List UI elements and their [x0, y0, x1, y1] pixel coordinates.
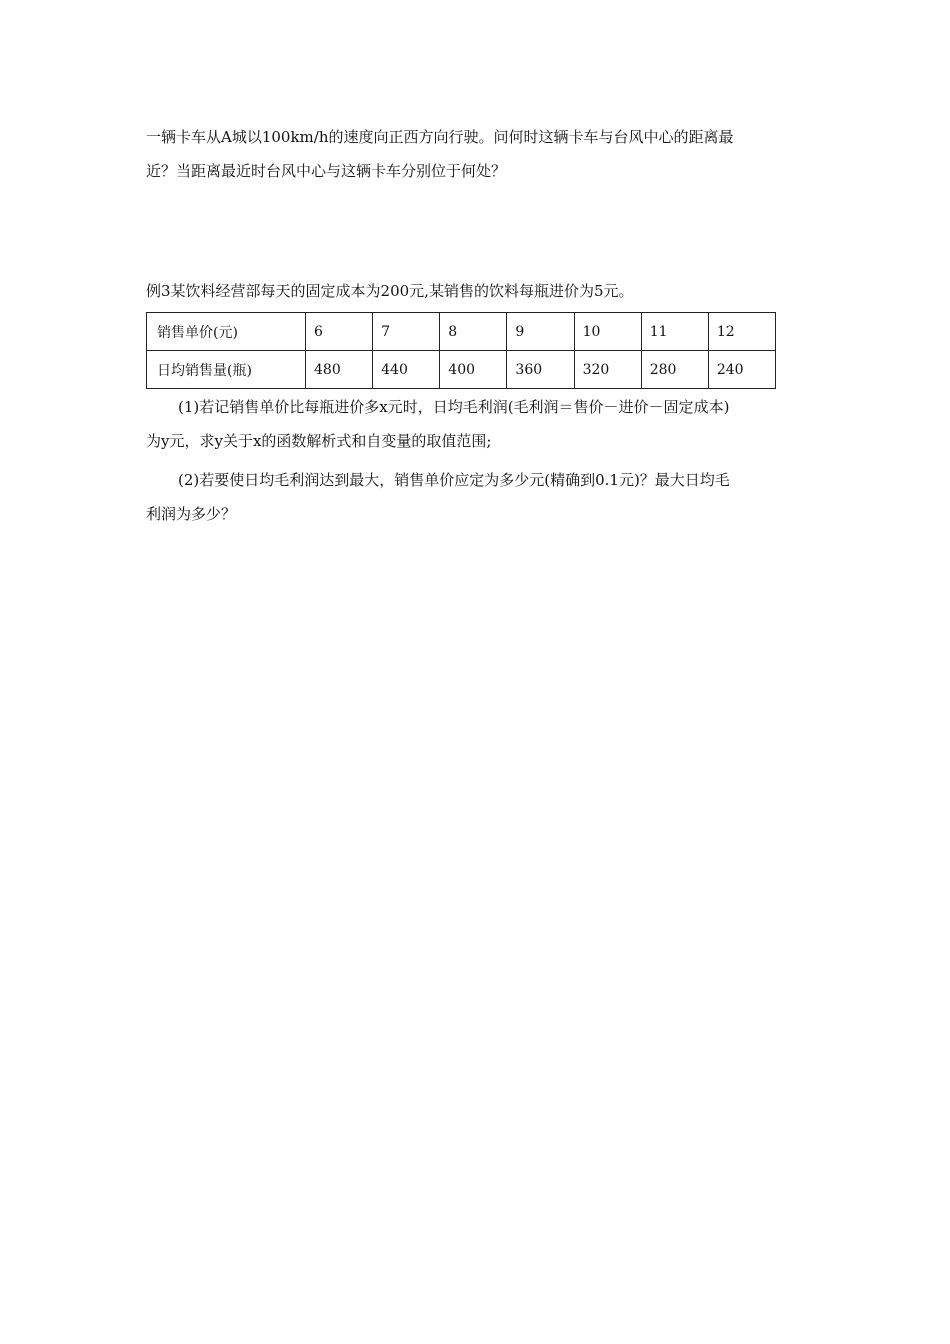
table-cell: 10 [574, 313, 641, 351]
question-1-line-2: 为y元，求y关于x的函数解析式和自变量的取值范围; [146, 432, 492, 450]
question-2-line-1: (2)若要使日均毛利润达到最大，销售单价应定为多少元(精确到0.1元)？最大日均毛 [178, 471, 730, 489]
table-row-header: 销售单价(元) [147, 313, 306, 351]
table-cell: 280 [641, 351, 708, 389]
table-cell: 320 [574, 351, 641, 389]
table-cell: 240 [708, 351, 775, 389]
table-cell: 11 [641, 313, 708, 351]
problem-text-line-2: 近？当距离最近时台风中心与这辆卡车分别位于何处？ [146, 162, 507, 180]
table-row-header: 日均销售量(瓶) [147, 351, 306, 389]
table-cell: 8 [440, 313, 507, 351]
example-3-intro: 例3某饮料经营部每天的固定成本为200元,某销售的饮料每瓶进价为5元。 [146, 282, 634, 300]
table-row [147, 351, 776, 389]
table-cell: 440 [373, 351, 440, 389]
table-cell: 480 [306, 351, 373, 389]
question-2-line-2: 利润为多少？ [146, 505, 237, 523]
table-cell: 360 [507, 351, 574, 389]
table-cell: 9 [507, 313, 574, 351]
table-cell: 400 [440, 351, 507, 389]
problem-text-line-1: 一辆卡车从A城以100km/h的速度向正西方向行驶。问何时这辆卡车与台风中心的距离最 [146, 128, 734, 146]
table-cell: 7 [373, 313, 440, 351]
table-cell: 6 [306, 313, 373, 351]
price-sales-table [146, 312, 776, 389]
table-row [147, 313, 776, 351]
question-1-line-1: (1)若记销售单价比每瓶进价多x元时，日均毛利润(毛利润＝售价－进价－固定成本) [178, 398, 730, 416]
table-cell: 12 [708, 313, 775, 351]
